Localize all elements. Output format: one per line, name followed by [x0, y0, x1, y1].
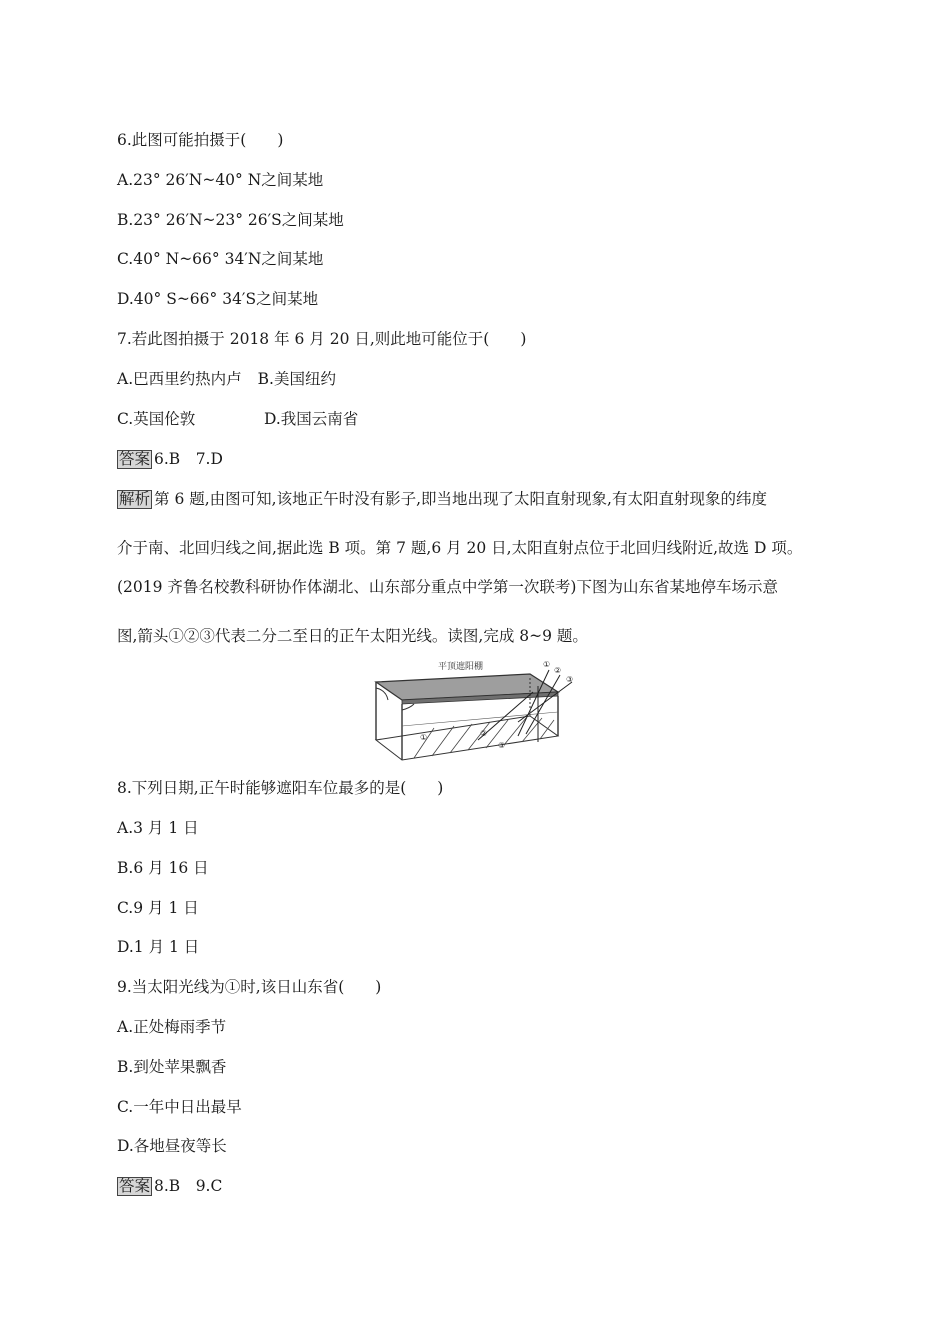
answer-text: 6.B 7.D [154, 450, 223, 468]
parking-lot-figure [368, 656, 583, 764]
q9-option-a: A.正处梅雨季节 [117, 1018, 227, 1036]
intro-line2: 图,箭头①②③代表二分二至日的正午太阳光线。读图,完成 8~9 题。 [117, 627, 588, 645]
q9-option-c: C.一年中日出最早 [117, 1098, 242, 1116]
q7-options-row2 [117, 409, 358, 429]
q9-stem: 9.当太阳光线为①时,该日山东省( ) [117, 978, 382, 996]
q7-option-b: B.美国纽约 [257, 370, 336, 388]
q9-option-b: B.到处苹果飘香 [117, 1058, 227, 1076]
q8-option-d: D.1 月 1 日 [117, 938, 200, 956]
roof-label: 平顶遮阳棚 [438, 662, 484, 672]
q8-stem: 8.下列日期,正午时能够遮阳车位最多的是( ) [117, 779, 444, 797]
analysis-text1: 第 6 题,由图可知,该地正午时没有影子,即当地出现了太阳直射现象,有太阳直射现象的纬度 [154, 490, 767, 508]
ground [376, 716, 558, 760]
q6-option-d: D.40° S~66° 34′S之间某地 [117, 290, 319, 308]
q6-option-b: B.23° 26′N~23° 26′S之间某地 [117, 211, 344, 229]
intro-line1: (2019 齐鲁名校教科研协作体湖北、山东部分重点中学第一次联考)下图为山东省某地停车场示意 [117, 578, 778, 596]
answer-text-2: 8.B 9.C [154, 1177, 223, 1195]
q8-option-a: A.3 月 1 日 [117, 819, 199, 837]
q7-options-row1 [117, 369, 336, 389]
ray-label-2: ② [554, 666, 562, 675]
q6-option-a: A.23° 26′N~40° N之间某地 [117, 171, 324, 189]
answer-tag: 答案 [119, 450, 151, 468]
bracket-front [402, 704, 414, 710]
shadow-hatching [414, 718, 554, 758]
ray-label-1: ① [543, 660, 551, 669]
q7-stem: 7.若此图拍摄于 2018 年 6 月 20 日,则此地可能位于( ) [117, 330, 527, 348]
analysis-line1 [117, 489, 767, 509]
q7-option-c: C.英国伦敦 [117, 410, 196, 428]
q9-option-d: D.各地昼夜等长 [117, 1137, 227, 1155]
q7-option-d: D.我国云南省 [264, 410, 359, 428]
answer-tag-2: 答案 [119, 1177, 151, 1195]
shadow-label-3: ③ [498, 741, 506, 750]
q6-option-c: C.40° N~66° 34′N之间某地 [117, 250, 324, 268]
shadow-label-2: ② [480, 729, 488, 738]
shadow-label-1: ① [420, 733, 428, 742]
q6-stem: 6.此图可能拍摄于( ) [117, 131, 284, 149]
ray-label-3: ③ [566, 675, 574, 684]
q8-option-b: B.6 月 16 日 [117, 859, 209, 877]
analysis-tag: 解析 [119, 490, 151, 508]
q8-option-c: C.9 月 1 日 [117, 899, 199, 917]
answer-8-9 [117, 1176, 222, 1196]
analysis-line2: 介于南、北回归线之间,据此选 B 项。第 7 题,6 月 20 日,太阳直射点位于北回归线附近,故选 D 项。 [117, 539, 803, 557]
bracket-left [376, 688, 388, 700]
q7-option-a: A.巴西里约热内卢 [117, 370, 242, 388]
answer-6-7 [117, 449, 223, 469]
